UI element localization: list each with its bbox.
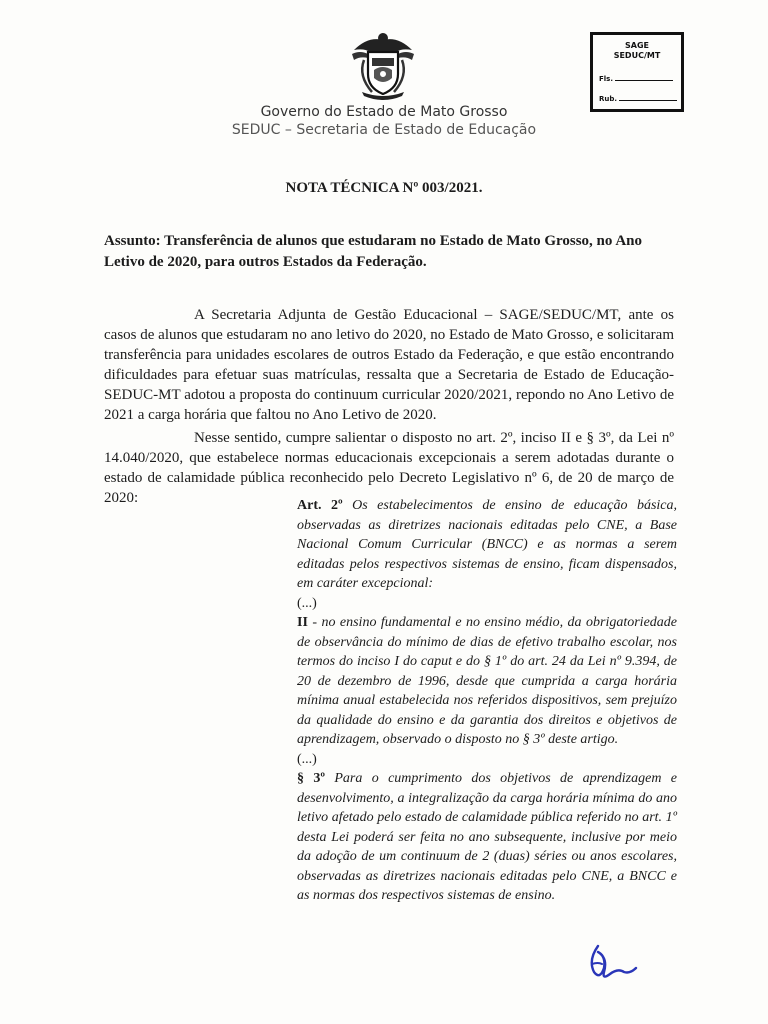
paragraph-2: Nesse sentido, cumpre salientar o disposto no art. 2º, inciso II e § 3º, da Lei nº 14.040/2020, que estabelece normas educacionais excepcionais a serem adotadas durante o estado de calamidade pública reconhecido pelo Decreto Legislativo nº 6, de 20 de março de 2020: — [104, 430, 674, 506]
law-quote — [297, 496, 677, 906]
stamp-line-2: SEDUC/MT — [613, 51, 661, 60]
inciso-text: - no ensino fundamental e no ensino médio, da obrigatoriedade de observância do mínimo de dias de efetivo trabalho escolar, nos termos do inciso I do caput e do § 1º do art. 24 da Lei nº 9.394, de 20 de dezembro de 1996, desde que cumprida a carga horária mínima anual estabelecida nos referidos dispositivos, sem prejuízo da qualidade do ensino e da garantia dos direitos e objetivos de aprendizagem, observado o disposto no § 3º deste artigo. — [297, 615, 677, 747]
secretariat-name: SEDUC – Secretaria de Estado de Educação — [231, 122, 537, 138]
signature-mark — [584, 942, 638, 984]
stamp-rub-label: Rub. — [599, 95, 618, 103]
protocol-stamp — [590, 32, 684, 112]
article-text: Os estabelecimentos de ensino de educação básica, observadas as diretrizes nacionais editadas pelo CNE, a Base Nacional Comum Curricular (BNCC) e as normas a serem editadas pelos respectivos sistemas de ensino, ficam dispensados, em caráter excepcional: — [297, 498, 678, 591]
stamp-line-1: SAGE — [625, 41, 649, 50]
coat-of-arms-emblem — [350, 30, 416, 100]
ellipsis-2: (...) — [297, 751, 317, 767]
paragraph-text: Para o cumprimento dos objetivos de aprendizagem e desenvolvimento, a integralização da carga horária mínima do ano letivo afetado pelo estado de calamidade pública referido no art. 1º desta Lei poderá ser feita no ano subsequente, inclusive por meio da adoção de um continuum de 2 (duas) séries ou anos escolares, observadas as diretrizes nacionais editadas pelo CNE, a BNCC e as normas dos respectivos sistemas de ensino. — [297, 771, 678, 903]
subject-text: Transferência de alunos que estudaram no Estado de Mato Grosso, no Ano Letivo de 2020, para outros Estados da Federação. — [104, 233, 642, 270]
article-label: Art. 2º — [297, 498, 343, 513]
stamp-fls-line — [615, 80, 673, 81]
paragraph-1: A Secretaria Adjunta de Gestão Educacional – SAGE/SEDUC/MT, ante os casos de alunos que estudaram no ano letivo do 2020, no Estado de Mato Grosso, e solicitaram transferência para unidades escolares de outros Estado da Federação, e que estão encontrando dificuldades para efetuar suas matrículas, ressalta que a Secretaria de Estado de Educação-SEDUC-MT adotou a proposta do continuum curricular 2020/2021, repondo no Ano Letivo de 2021 a carga horária que faltou no Ano Letivo de 2020. — [104, 307, 674, 423]
government-name: Governo do Estado de Mato Grosso — [260, 104, 508, 120]
paragraph-label: § 3º — [297, 771, 325, 786]
stamp-rub-line — [619, 100, 677, 101]
stamp-title — [593, 41, 681, 61]
inciso-label: II — [297, 615, 308, 630]
stamp-fls-row — [599, 75, 673, 83]
document-title: NOTA TÉCNICA Nº 003/2021. — [285, 180, 483, 196]
subject-label: Assunto: — [104, 233, 161, 249]
subject-block — [104, 231, 674, 273]
ellipsis-1: (...) — [297, 595, 317, 611]
stamp-rub-row — [599, 95, 677, 103]
stamp-fls-label: Fls. — [599, 75, 614, 83]
